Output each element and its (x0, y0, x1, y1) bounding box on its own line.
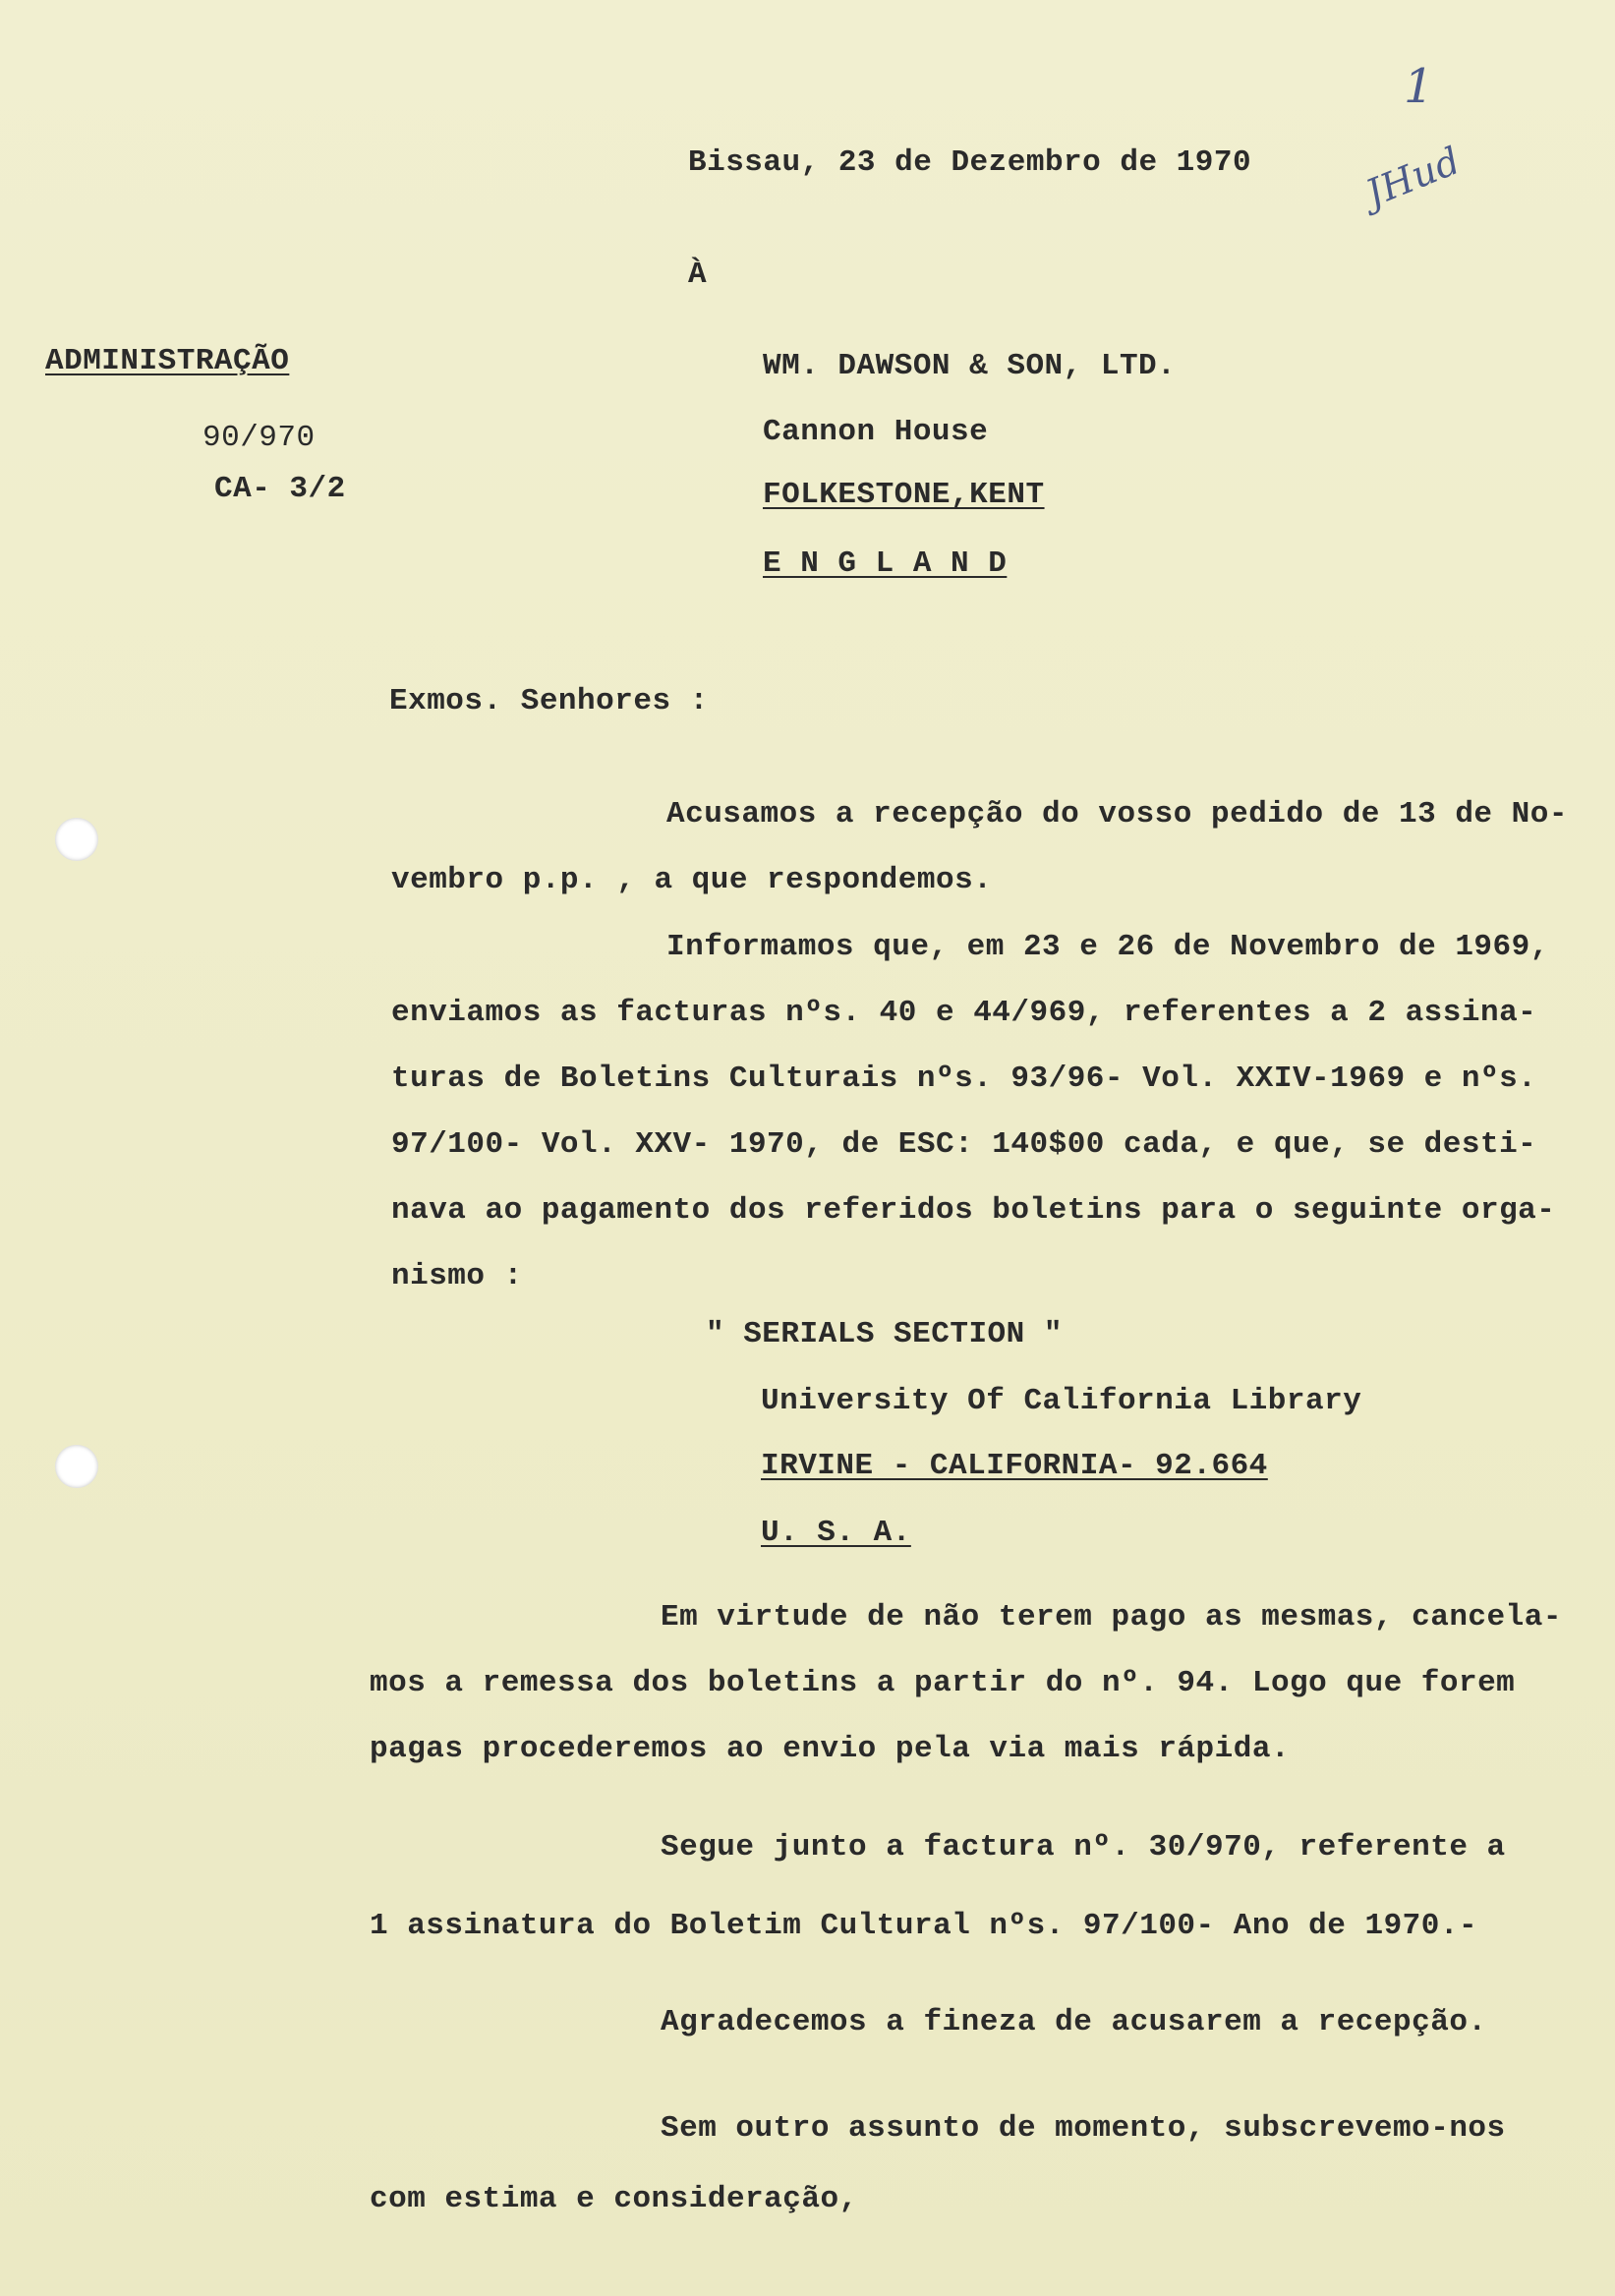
reference-code: CA- 3/2 (214, 472, 346, 506)
paragraph-line: Em virtude de não terem pago as mesmas, cancela- (661, 1600, 1562, 1635)
paragraph-reception (391, 781, 1600, 913)
recipient-building: Cannon House (763, 415, 989, 449)
paragraph-line: com estima e consideração, (370, 2182, 858, 2216)
paragraph-line: vembro p.p. , a que respondemos. (391, 863, 993, 897)
salutation-to: À (688, 258, 708, 292)
recipient-city: FOLKESTONE,KENT (763, 478, 1045, 512)
paragraph-line: nava ao pagamento dos referidos boletins para o seguinte orga- (391, 1193, 1556, 1228)
paragraph-line: nismo : (391, 1259, 523, 1293)
paragraph-cancellation (370, 1584, 1600, 1782)
paragraph-line: Segue junto a factura nº. 30/970, referente a (661, 1830, 1506, 1865)
paragraph-line: 97/100- Vol. XXV- 1970, de ESC: 140$00 cada, e que, se desti- (391, 1127, 1537, 1162)
paragraph-line: enviamos as facturas nºs. 40 e 44/969, referentes a 2 assina- (391, 996, 1537, 1030)
paragraph-line: turas de Boletins Culturais nºs. 93/96- Vol. XXIV-1969 e nºs. (391, 1062, 1537, 1096)
greeting: Exmos. Senhores : (389, 684, 709, 718)
handwritten-number: 1 (1404, 59, 1435, 114)
library-section: " SERIALS SECTION " (706, 1317, 1063, 1351)
paragraph-line: Informamos que, em 23 e 26 de Novembro de 1969, (666, 930, 1549, 964)
paragraph-line: Sem outro assunto de momento, subscrevemo-nos (661, 2111, 1506, 2146)
paragraph-invoices (391, 914, 1600, 1309)
reference-number: 90/970 (202, 421, 316, 455)
library-country: U. S. A. (761, 1516, 911, 1550)
recipient-country: E N G L A N D (763, 546, 1008, 581)
recipient-company: WM. DAWSON & SON, LTD. (763, 349, 1177, 383)
punch-hole-top (55, 818, 98, 861)
punch-hole-bottom (55, 1445, 98, 1488)
handwritten-initials: JHud (1359, 139, 1467, 215)
paragraph-thanks: Agradecemos a fineza de acusarem a recepção. (661, 2005, 1487, 2039)
paragraph-closing (370, 2094, 1600, 2235)
paragraph-line: pagas procederemos ao envio pela via mais rápida. (370, 1732, 1291, 1766)
paragraph-line: Acusamos a recepção do vosso pedido de 13 de No- (666, 797, 1568, 832)
paragraph-invoice-attached (370, 1808, 1600, 1966)
library-name: University Of California Library (761, 1384, 1362, 1418)
department-heading: ADMINISTRAÇÃO (45, 344, 290, 378)
date-line: Bissau, 23 de Dezembro de 1970 (688, 145, 1252, 180)
paragraph-line: 1 assinatura do Boletim Cultural nºs. 97/100- Ano de 1970.- (370, 1909, 1478, 1943)
paragraph-line: mos a remessa dos boletins a partir do nº. 94. Logo que forem (370, 1666, 1516, 1700)
library-city: IRVINE - CALIFORNIA- 92.664 (761, 1449, 1268, 1483)
